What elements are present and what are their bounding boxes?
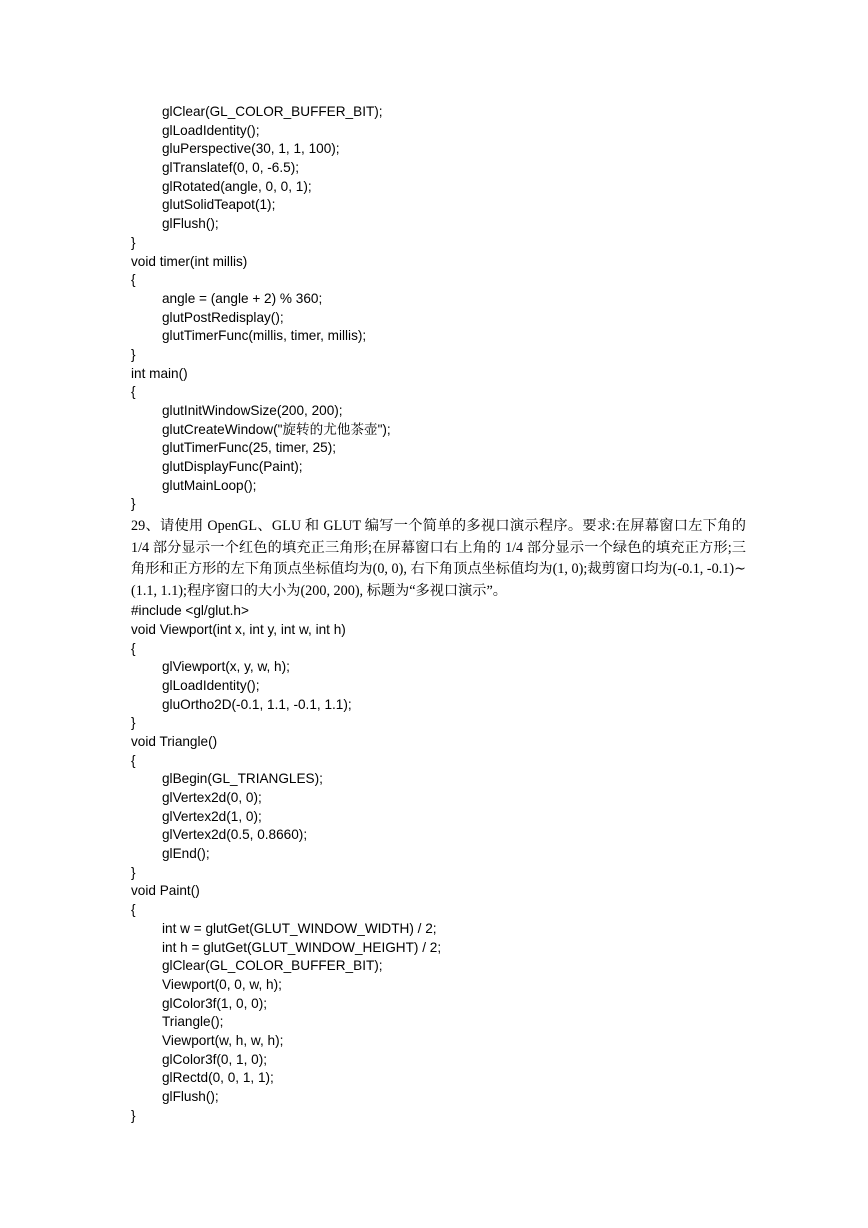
code-line: Viewport(0, 0, w, h); bbox=[162, 976, 282, 992]
code-block-question-29-answer bbox=[131, 602, 751, 1125]
code-line: glColor3f(1, 0, 0); bbox=[162, 995, 268, 1011]
code-line: int w = glutGet(GLUT_WINDOW_WIDTH) / 2; bbox=[162, 920, 437, 936]
code-line: gluPerspective(30, 1, 1, 100); bbox=[162, 141, 340, 157]
code-line: { bbox=[131, 902, 136, 918]
code-line: glutPostRedisplay(); bbox=[162, 309, 284, 325]
code-line: glutTimerFunc(25, timer, 25); bbox=[162, 440, 337, 456]
code-line: glLoadIdentity(); bbox=[162, 677, 260, 693]
code-line: int h = glutGet(GLUT_WINDOW_HEIGHT) / 2; bbox=[162, 939, 442, 955]
code-line: void timer(int millis) bbox=[131, 253, 248, 269]
code-line: { bbox=[131, 272, 136, 288]
code-line: glutDisplayFunc(Paint); bbox=[162, 459, 303, 475]
code-line: glColor3f(0, 1, 0); bbox=[162, 1051, 268, 1067]
code-line: glRectd(0, 0, 1, 1); bbox=[162, 1070, 274, 1086]
code-line: } bbox=[131, 346, 136, 362]
code-line: glVertex2d(1, 0); bbox=[162, 808, 262, 824]
code-line: glFlush(); bbox=[162, 216, 219, 232]
document-body bbox=[131, 103, 751, 1125]
code-block-previous-answer bbox=[131, 103, 751, 514]
code-line: glClear(GL_COLOR_BUFFER_BIT); bbox=[162, 104, 383, 119]
code-line: gluOrtho2D(-0.1, 1.1, -0.1, 1.1); bbox=[162, 696, 352, 712]
code-line: } bbox=[131, 1107, 136, 1123]
code-line: glutSolidTeapot(1); bbox=[162, 197, 276, 213]
code-line: glutMainLoop(); bbox=[162, 477, 257, 493]
code-line: glFlush(); bbox=[162, 1089, 219, 1104]
code-line: Viewport(w, h, w, h); bbox=[162, 1032, 284, 1048]
code-line: } bbox=[131, 496, 136, 512]
code-line: glRotated(angle, 0, 0, 1); bbox=[162, 178, 312, 194]
code-line: glViewport(x, y, w, h); bbox=[162, 659, 290, 675]
code-line: glutInitWindowSize(200, 200); bbox=[162, 403, 343, 418]
code-line: void Triangle() bbox=[131, 733, 218, 749]
code-line: glClear(GL_COLOR_BUFFER_BIT); bbox=[162, 958, 383, 974]
code-line: glVertex2d(0, 0); bbox=[162, 790, 262, 805]
code-line: glBegin(GL_TRIANGLES); bbox=[162, 771, 323, 787]
code-line: void Viewport(int x, int y, int w, int h) bbox=[131, 621, 346, 637]
code-line: glutTimerFunc(millis, timer, millis); bbox=[162, 328, 367, 344]
code-line: } bbox=[131, 715, 136, 731]
code-line: void Paint() bbox=[131, 883, 200, 899]
code-line: #include <gl/glut.h> bbox=[131, 603, 249, 619]
code-line: Triangle(); bbox=[162, 1014, 224, 1030]
code-line: glTranslatef(0, 0, -6.5); bbox=[162, 160, 299, 176]
code-line: } bbox=[131, 864, 136, 880]
code-line: glutCreateWindow("旋转的尤他茶壶"); bbox=[162, 421, 391, 437]
code-line: { bbox=[131, 640, 136, 656]
code-line: { bbox=[131, 752, 136, 768]
code-line: angle = (angle + 2) % 360; bbox=[162, 290, 323, 306]
code-line: int main() bbox=[131, 365, 188, 381]
code-line: glVertex2d(0.5, 0.8660); bbox=[162, 827, 308, 843]
question-29-text: 29、请使用 OpenGL、GLU 和 GLUT 编写一个简单的多视口演示程序。要求:在屏幕窗口左下角的 1/4 部分显示一个红色的填充正三角形;在屏幕窗口右上角的 1/4 部分显示一个绿色的填充正方形;三角形和正方形的左下角顶点坐标值均为(0, 0), 右下角顶点坐标值均为(1, 0);裁剪窗口均为(-0.1, -0.1)∼(1.1, 1.1);程序窗口的大小为(200, 200), 标题为“多视口演示”。 bbox=[131, 518, 746, 599]
code-line: } bbox=[131, 234, 136, 250]
code-line: glEnd(); bbox=[162, 846, 210, 862]
code-line: { bbox=[131, 384, 136, 400]
code-line: glLoadIdentity(); bbox=[162, 122, 260, 138]
